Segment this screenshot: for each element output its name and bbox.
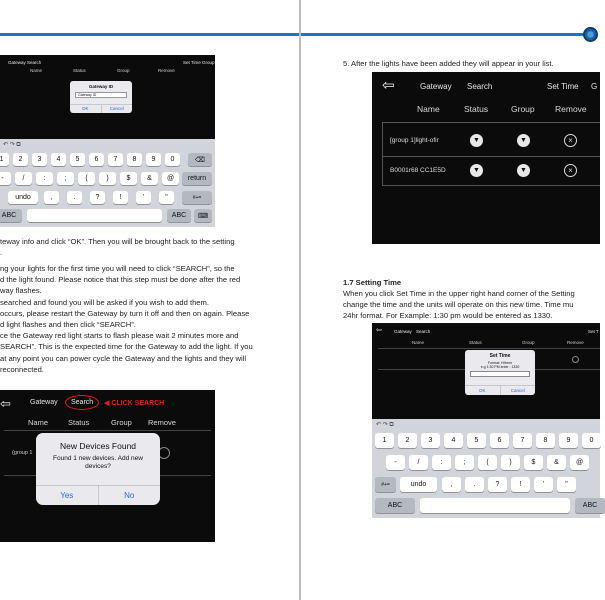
sym-label: #+= — [381, 481, 390, 488]
keyboard-key[interactable] — [490, 433, 509, 448]
abc-key-right[interactable] — [167, 209, 191, 222]
arrow-left-icon: ◀ — [104, 400, 110, 407]
col-remove: Remove — [567, 340, 584, 345]
abc-label: ABC — [387, 502, 403, 509]
keyboard-key[interactable] — [120, 172, 137, 185]
key-label: / — [22, 175, 25, 182]
col-remove: Remove — [158, 68, 175, 73]
col-name: Name — [28, 418, 49, 427]
brand-logo-icon — [583, 27, 598, 42]
text-line: d the light found. Please notice that this step must be done after the red — [0, 275, 241, 285]
keyboard-key[interactable] — [108, 153, 123, 166]
light-name: [group 1]light-ofir — [390, 137, 439, 144]
key-label: 3 — [37, 156, 42, 163]
abc-label: ABC — [171, 212, 187, 219]
col-group: Group — [511, 104, 535, 114]
key-label: 4 — [56, 156, 61, 163]
col-status: Status — [73, 68, 86, 73]
table-row-divider — [382, 156, 600, 157]
nav-set-time[interactable]: Set T — [588, 329, 599, 334]
keyboard-key[interactable] — [513, 433, 532, 448]
step5-text: 5. After the lights have been added they will appear in your list. — [343, 59, 554, 68]
input-value: Gateway ID — [78, 93, 97, 97]
col-group: Group — [117, 68, 130, 73]
key-label: 9 — [151, 156, 156, 163]
keyboard-key[interactable] — [570, 455, 589, 470]
nav-set-time[interactable]: Set Time — [547, 82, 579, 91]
dialog-body: Found 1 new devices. Add new devices? — [53, 455, 143, 470]
symbols-key[interactable] — [375, 477, 396, 492]
keyboard-key[interactable] — [467, 433, 486, 448]
col-group: Group — [111, 418, 132, 427]
keyboard-key[interactable] — [36, 172, 53, 185]
key-label: , — [450, 481, 453, 488]
keyboard-key[interactable] — [13, 153, 28, 166]
key-label: @ — [575, 459, 584, 466]
key-label: - — [394, 459, 397, 466]
nav-search[interactable]: Search — [467, 82, 493, 91]
col-name: Name — [412, 340, 425, 345]
keyboard-key[interactable] — [511, 477, 530, 492]
keyboard-key[interactable] — [421, 433, 440, 448]
keyboard-key[interactable] — [557, 477, 576, 492]
col-group: Group — [522, 340, 535, 345]
remove-icon[interactable]: × — [564, 134, 577, 147]
back-arrow-icon[interactable]: ⇦ — [382, 77, 395, 94]
keyboard-key[interactable] — [478, 455, 497, 470]
dialog-format: Format: HHmm — [488, 361, 512, 365]
screenshot-light-list — [372, 72, 600, 244]
time-input[interactable] — [470, 371, 530, 377]
key-label: ' — [542, 481, 545, 488]
keyboard-key[interactable] — [534, 477, 553, 492]
nav-gateway[interactable]: Gateway — [30, 399, 58, 406]
key-label: ; — [463, 459, 466, 466]
keyboard-toolbar: ↶ ↷ ⧉ — [376, 422, 394, 428]
space-key[interactable] — [420, 498, 570, 513]
no-button[interactable]: No — [124, 491, 135, 500]
key-label: 1 — [382, 437, 387, 444]
gateway-id-dialog — [70, 81, 132, 113]
callout-text: CLICK SEARCH — [111, 400, 165, 407]
key-label: 6 — [497, 437, 502, 444]
keyboard-key[interactable] — [90, 191, 105, 204]
keyboard-key[interactable] — [113, 191, 128, 204]
key-label: ) — [509, 459, 512, 466]
return-label: return — [187, 175, 207, 182]
key-label: . — [73, 194, 76, 201]
col-remove: Remove — [148, 418, 176, 427]
key-label: ? — [95, 194, 100, 201]
key-label: . — [473, 481, 476, 488]
dialog-title: Set Time — [489, 353, 511, 359]
para-search-instructions — [0, 263, 253, 375]
dialog-title: Gateway ID — [88, 84, 114, 89]
backspace-key[interactable]: ⌫ — [188, 153, 212, 166]
text-line: way flashes. — [0, 286, 42, 296]
keyboard-key[interactable] — [159, 191, 174, 204]
keyboard-key[interactable] — [409, 455, 428, 470]
keyboard-key[interactable] — [78, 172, 95, 185]
keyboard-key[interactable] — [386, 455, 405, 470]
text-line: occurs, please restart the Gateway by turn it off and then on again. Please — [0, 308, 250, 318]
nav-set-time[interactable]: Set Time — [183, 59, 201, 65]
key-label: 7 — [520, 437, 525, 444]
section-text — [343, 288, 575, 322]
keyboard-key[interactable] — [398, 433, 417, 448]
keyboard-key[interactable] — [15, 172, 32, 185]
key-label: undo — [410, 481, 427, 488]
keyboard-key[interactable] — [32, 153, 47, 166]
text-line: change the time and the units will operate on this new time. Time mu — [343, 300, 574, 310]
back-arrow-icon[interactable]: ⇦ — [376, 327, 382, 334]
keyboard-key[interactable] — [465, 477, 484, 492]
symbols-key[interactable]: #+= — [182, 191, 212, 204]
text-line: When you click Set Time in the upper right hand corner of the Setting — [343, 289, 575, 298]
keyboard-hide-key[interactable]: ⌨ — [194, 209, 212, 222]
key-label: " — [565, 481, 568, 488]
keyboard-key[interactable] — [162, 172, 179, 185]
keyboard-key[interactable] — [400, 477, 437, 492]
keyboard-key[interactable] — [455, 455, 474, 470]
section-heading: 1.7 Setting Time — [343, 278, 402, 287]
keyboard-key[interactable] — [442, 477, 461, 492]
key-label: 8 — [132, 156, 137, 163]
nav-gateway[interactable]: Gateway — [394, 329, 412, 334]
abc-label: ABC — [582, 502, 598, 509]
keyboard-key[interactable] — [524, 455, 543, 470]
keyboard-key[interactable] — [501, 455, 520, 470]
key-label: 5 — [474, 437, 479, 444]
keyboard-key[interactable] — [8, 191, 38, 204]
keyboard-key[interactable] — [0, 172, 11, 185]
click-search-callout — [104, 399, 164, 407]
dialog-example: e.g 1:30 PM enter : 1330 — [480, 365, 520, 369]
col-header — [0, 68, 215, 76]
nav-gateway[interactable]: Gateway — [8, 59, 26, 65]
keyboard-key[interactable] — [488, 477, 507, 492]
key-label: 2 — [405, 437, 410, 444]
return-key[interactable] — [182, 172, 212, 185]
para-gateway-info — [0, 236, 235, 258]
group-chevron-icon[interactable]: ▼ — [517, 164, 530, 177]
row-name-partial: (group 1 — [12, 450, 33, 456]
col-name: Name — [417, 104, 440, 114]
key-label: & — [147, 175, 152, 182]
keyboard-key[interactable] — [582, 433, 601, 448]
keyboard-key[interactable] — [136, 191, 151, 204]
nav-gateway[interactable]: Gateway — [420, 82, 452, 91]
numeric-keyboard — [372, 419, 600, 518]
text-line: ng your lights for the first time you will need to click “SEARCH”, so the — [0, 264, 235, 273]
nav-search[interactable]: Search — [416, 329, 431, 334]
nav-search[interactable]: Search — [71, 399, 94, 406]
keyboard-key[interactable] — [141, 172, 158, 185]
keyboard-key[interactable] — [375, 433, 394, 448]
text-line: 24hr format. For Example: 1:30 pm would be entered as 1330. — [343, 311, 553, 321]
keyboard-key[interactable] — [0, 153, 9, 166]
left-header-rule — [0, 33, 299, 36]
page-gutter — [299, 0, 301, 600]
key-label: ( — [85, 175, 88, 182]
keyboard-key[interactable] — [70, 153, 85, 166]
key-label: ; — [64, 175, 67, 182]
key-label: , — [50, 194, 53, 201]
key-label: 6 — [94, 156, 99, 163]
text-line: searched and found you will be asked if you wish to add them. — [0, 297, 209, 307]
keyboard-key[interactable] — [67, 191, 82, 204]
key-label: 7 — [113, 156, 118, 163]
key-label: / — [417, 459, 420, 466]
group-chevron-icon[interactable]: ▼ — [517, 134, 530, 147]
numeric-keyboard — [0, 139, 215, 227]
screenshot-new-devices — [0, 390, 215, 542]
keyboard-key[interactable] — [559, 433, 578, 448]
screenshot-set-time — [372, 323, 600, 518]
key-label: 1 — [0, 156, 4, 163]
text-line: . — [0, 248, 3, 258]
text-line: teway info and click “OK”. Then you will be brought back to the setting — [0, 237, 235, 246]
keyboard-key[interactable] — [51, 153, 66, 166]
status-chevron-icon[interactable]: ▼ — [470, 164, 483, 177]
keyboard-key[interactable] — [444, 433, 463, 448]
key-label: $ — [531, 459, 536, 466]
keyboard-key[interactable] — [127, 153, 142, 166]
keyboard-key[interactable] — [165, 153, 180, 166]
gateway-id-input[interactable] — [75, 92, 127, 98]
keyboard-key[interactable] — [547, 455, 566, 470]
light-name: B0001r68 CC1E5D — [390, 167, 446, 174]
dialog-title: New Devices Found — [59, 441, 137, 451]
key-label: ' — [142, 194, 145, 201]
abc-key[interactable] — [375, 498, 415, 513]
col-name: Name — [30, 68, 43, 73]
new-devices-dialog — [36, 433, 160, 505]
key-label: : — [440, 459, 443, 466]
key-label: " — [165, 194, 168, 201]
nav-search[interactable]: Search — [27, 59, 42, 65]
col-remove: Remove — [555, 104, 587, 114]
ok-button[interactable]: OK — [465, 386, 501, 395]
key-label: ( — [486, 459, 489, 466]
yes-button[interactable]: Yes — [36, 486, 99, 505]
keyboard-key[interactable] — [432, 455, 451, 470]
abc-key-left[interactable] — [0, 209, 22, 222]
abc-key-right[interactable] — [575, 498, 605, 513]
keyboard-key[interactable] — [89, 153, 104, 166]
col-status: Status — [464, 104, 489, 114]
key-label: 2 — [18, 156, 23, 163]
cancel-button[interactable]: Cancel — [510, 388, 525, 393]
key-label: $ — [126, 175, 131, 182]
text-line: SEARCH”. This is the expected time for the Gateway to add the light. If you — [0, 342, 253, 352]
key-label: @ — [166, 175, 175, 182]
app-navbar — [0, 57, 215, 67]
key-label: : — [43, 175, 46, 182]
keyboard-key[interactable] — [99, 172, 116, 185]
key-label: 5 — [75, 156, 80, 163]
keyboard-key[interactable] — [536, 433, 555, 448]
key-label: 0 — [170, 156, 175, 163]
key-label: ! — [519, 481, 522, 488]
nav-group-partial[interactable]: G — [591, 82, 598, 91]
abc-label: ABC — [1, 212, 17, 219]
back-arrow-icon[interactable]: ⇦ — [0, 396, 11, 411]
remove-icon[interactable] — [572, 356, 579, 363]
text-line: ce the Gateway red light starts to flash please wait 2 minutes more and — [0, 331, 239, 341]
cancel-button[interactable]: Cancel — [109, 106, 124, 111]
key-label: - — [1, 175, 4, 182]
key-label: 0 — [589, 437, 594, 444]
remove-icon[interactable]: × — [564, 164, 577, 177]
text-line: at any point you can power cycle the Gateway and the lights and they will — [0, 353, 247, 363]
key-label: ? — [495, 481, 500, 488]
ok-button[interactable]: OK — [70, 105, 102, 113]
key-label: 3 — [428, 437, 433, 444]
key-label: undo — [15, 194, 31, 201]
screenshot-gateway-id — [0, 55, 215, 227]
text-line: d light flashes and then click “SEARCH”. — [0, 320, 136, 330]
right-header-rule — [301, 33, 583, 36]
key-label: & — [554, 459, 559, 466]
space-key[interactable] — [27, 209, 162, 222]
keyboard-toolbar: ↶ ↷ ⧉ — [3, 142, 21, 148]
keyboard-key[interactable] — [146, 153, 161, 166]
key-label: 8 — [543, 437, 548, 444]
set-time-dialog — [465, 350, 535, 395]
nav-group[interactable]: Group — [202, 59, 215, 65]
key-label: ! — [119, 194, 122, 201]
key-label: 4 — [451, 437, 456, 444]
keyboard-key[interactable] — [57, 172, 74, 185]
status-chevron-icon[interactable]: ▼ — [470, 134, 483, 147]
key-label: 9 — [566, 437, 571, 444]
keyboard-key[interactable] — [44, 191, 59, 204]
col-status: Status — [469, 340, 482, 345]
text-line: reconnected. — [0, 364, 44, 374]
col-status: Status — [68, 418, 90, 427]
key-label: ) — [106, 175, 109, 182]
